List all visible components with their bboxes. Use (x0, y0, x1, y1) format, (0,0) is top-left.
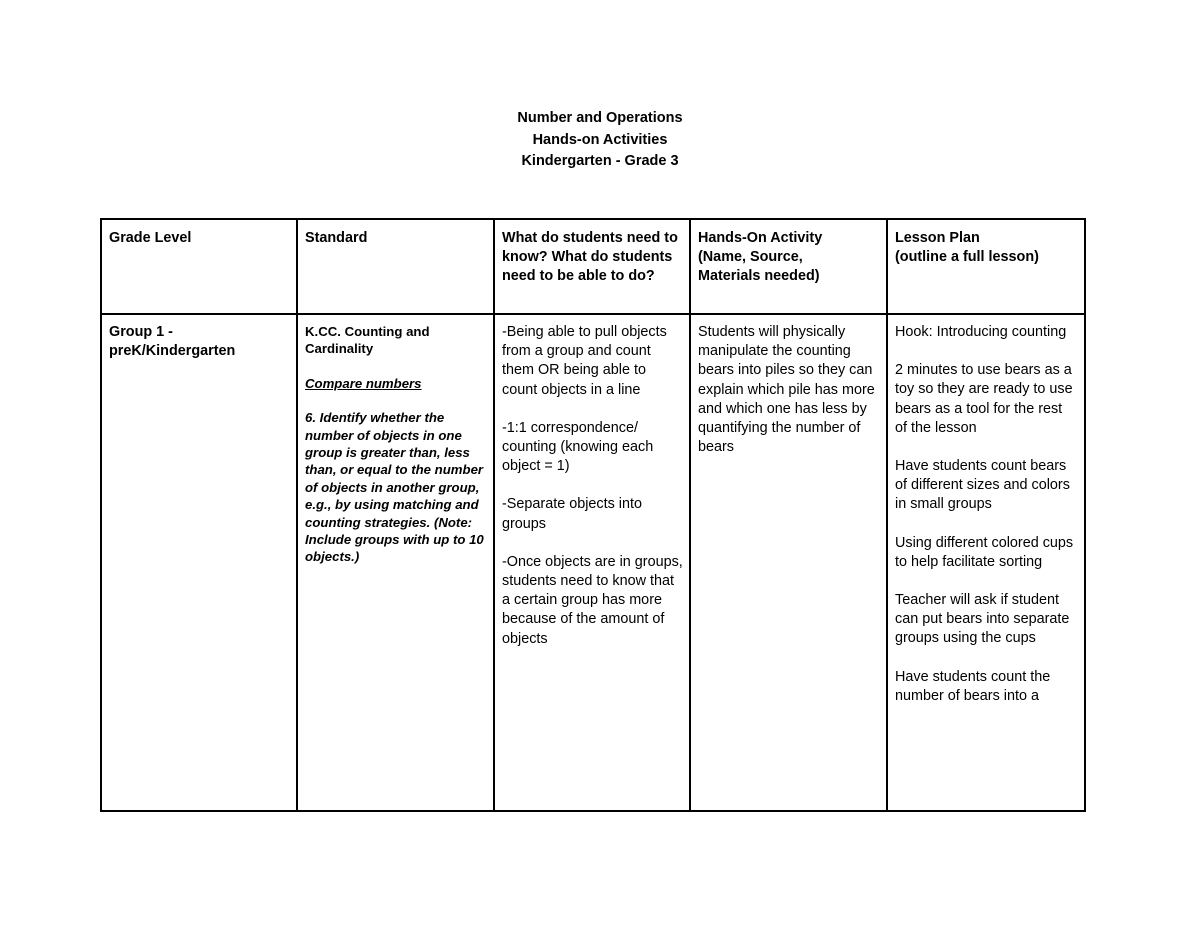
activity-header-line-2: (Name, Source, (698, 249, 803, 266)
header-cell-standard: Standard (297, 219, 494, 314)
activity-text: Students will physically manipulate the counting bears into piles so they can explain which pile has more and which one has less by quantifying the number of bears (698, 324, 875, 456)
lesson-item: Hook: Introducing counting (895, 324, 1067, 340)
header-cell-lesson-plan (887, 219, 1085, 314)
cell-know (494, 314, 690, 811)
standard-heading: Compare numbers (305, 375, 422, 391)
cell-grade-level (101, 314, 297, 811)
activity-header-line-1: Hands-On Activity (698, 230, 823, 246)
header-cell-grade-level: Grade Level (101, 219, 297, 314)
standard-text: 6. Identify whether the number of objects in one group is greater than, less than, or equal to the number of objects in another group, e.g., by using matching and counting strategies. (Note: Include groups with up to 10 objects.) (305, 410, 484, 565)
lesson-item: 2 minutes to use bears as a toy so they are ready to use bears as a tool for the rest of the lesson (895, 362, 1073, 436)
standard-code: K.CC. Counting and Cardinality (305, 324, 430, 357)
lesson-item: Have students count bears of different sizes and colors in small groups (895, 458, 1070, 513)
know-item: -Once objects are in groups, students need to know that a certain group has more because of the amount of objects (502, 553, 683, 647)
title-line-3: Kindergarten - Grade 3 (521, 153, 679, 169)
lesson-item: Using different colored cups to help facilitate sorting (895, 534, 1074, 570)
know-item: -Being able to pull objects from a group and count them OR being able to count objects in a line (502, 324, 667, 398)
activity-header-line-3: Materials needed) (698, 268, 820, 285)
cell-lesson-plan (887, 314, 1085, 811)
grade-level-text: Group 1 - preK/Kindergarten (109, 324, 236, 360)
know-item: -1:1 correspondence/ counting (knowing each object = 1) (502, 419, 654, 475)
lesson-plan-table (100, 218, 1086, 812)
title-line-2: Hands-on Activities (532, 131, 668, 148)
lesson-item: Teacher will ask if student can put bears into separate groups using the cups (895, 592, 1070, 647)
cell-activity (690, 314, 887, 811)
lesson-header-line-1: Lesson Plan (895, 230, 980, 246)
header-cell-know: What do students need to know? What do students need to be able to do? (494, 219, 690, 314)
know-item: -Separate objects into groups (502, 496, 642, 532)
title-line-1: Number and Operations (517, 110, 683, 126)
document-title-block (0, 108, 1200, 173)
header-cell-activity (690, 219, 887, 314)
lesson-item: Have students count the number of bears into a (895, 668, 1051, 704)
table-header-row (101, 219, 1085, 314)
table-row (101, 314, 1085, 811)
lesson-header-line-2: (outline a full lesson) (895, 249, 1039, 266)
cell-standard (297, 314, 494, 811)
